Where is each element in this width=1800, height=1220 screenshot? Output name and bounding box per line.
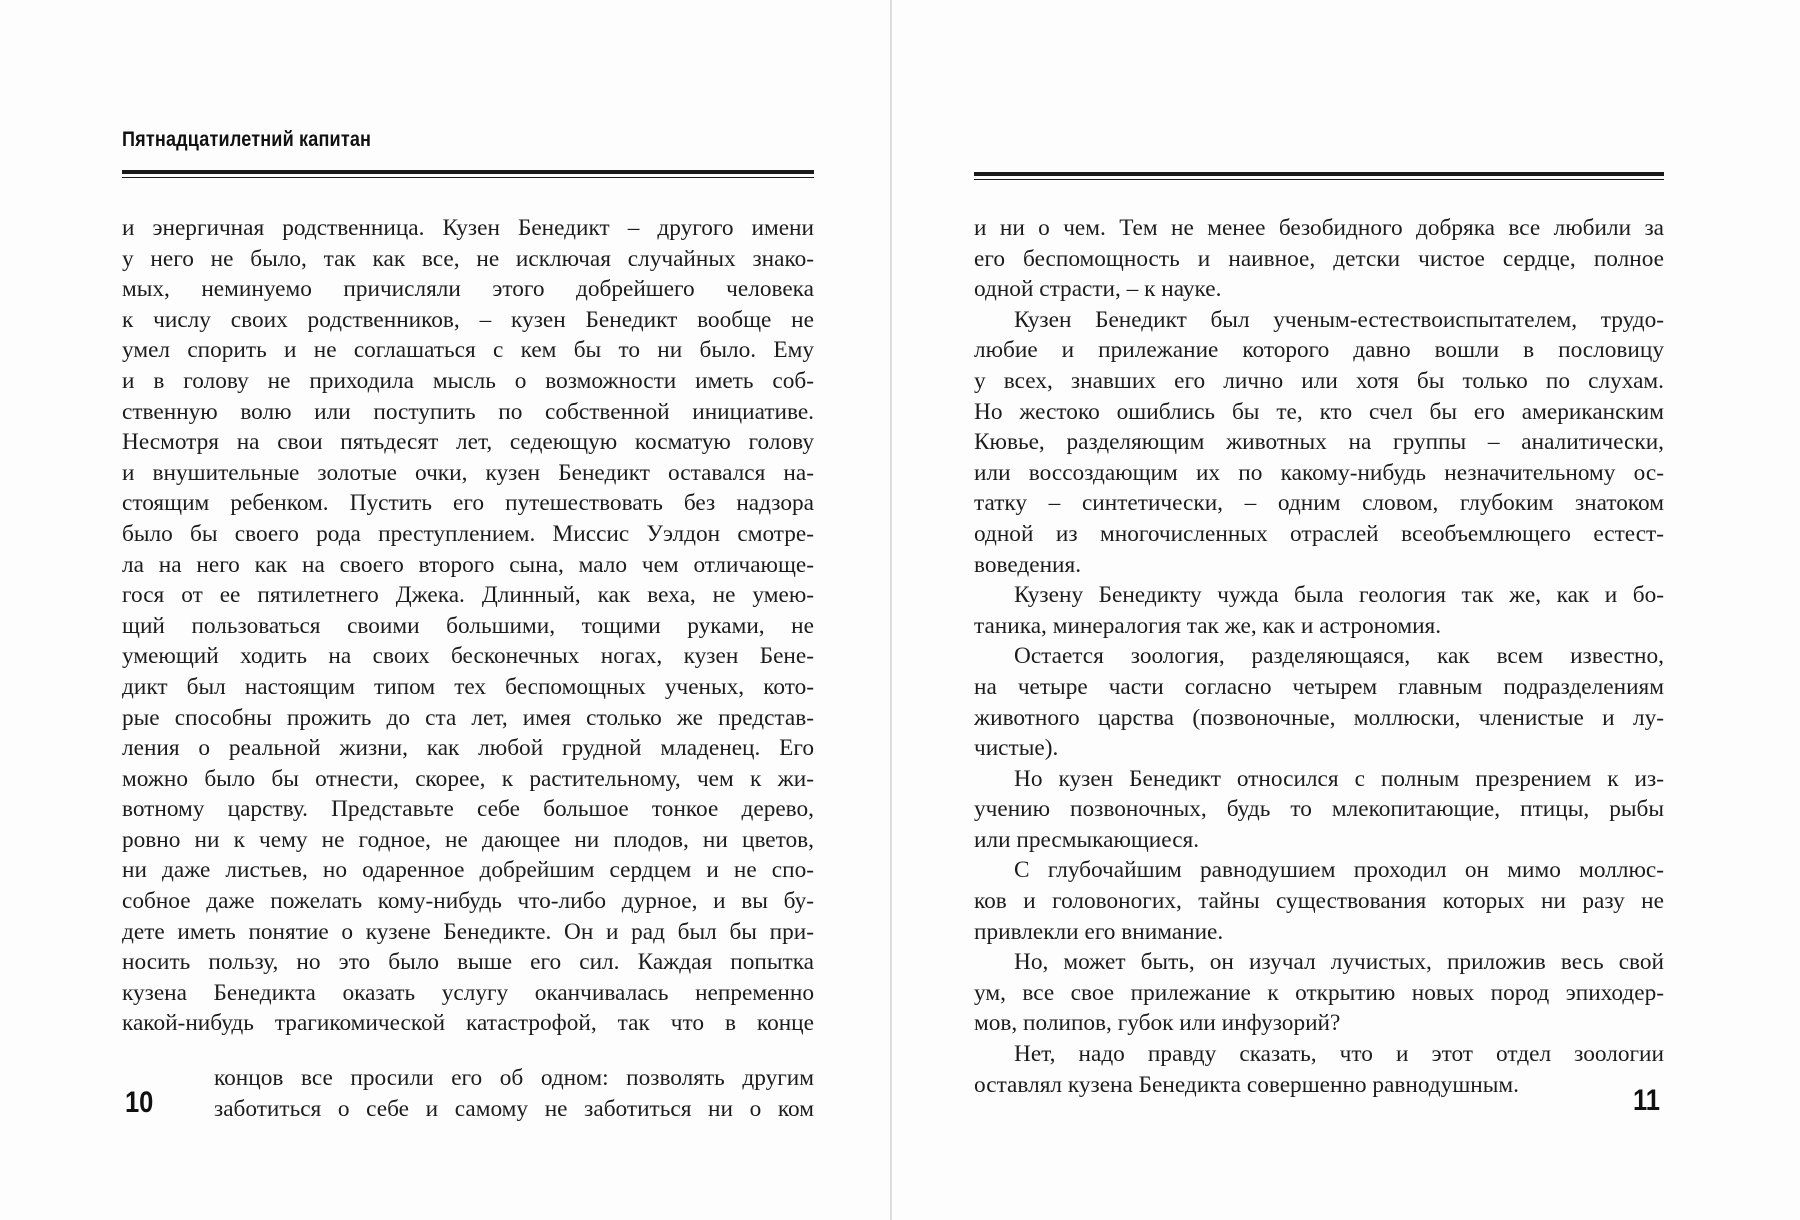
text-line: на четыре части согласно четырем главным подразделениям [974,673,1664,700]
text-line: и ни о чем. Тем не менее безобидного добряка все любили за [974,215,1664,241]
left-page [0,0,890,1220]
text-line: учению позвоночных, будь то млекопитающие, птицы, рыбы [974,796,1664,823]
paragraph [974,1039,1664,1100]
paragraph [974,213,1664,305]
paragraph [974,305,1664,580]
text-line: Кузену Бенедикту чужда была геология так же, как и бо- [1014,582,1664,609]
text-line: Несмотря на свои пятьдесят лет, седеющую косматую голову [122,429,814,456]
text-line: вотному царству. Представьте себе большое тонкое дерево, [122,796,814,823]
text-line: одной страсти, – к науке. [974,276,1222,303]
paragraph [974,580,1664,641]
text-line: ления о реальной жизни, как любой грудной младенец. Его [122,735,814,762]
text-line: его беспомощность и наивное, детски чистое сердце, полное [974,245,1664,272]
text-line: татку – синтетически, – одним словом, глубоким знатоком [974,490,1664,517]
text-line: одной из многочисленных отраслей всеобъемлющего естест- [974,520,1664,547]
text-line: и энергичная родственница. Кузен Бенедикт – другого имени [122,215,814,241]
text-line: ственную волю или поступить по собственной инициативе. [122,398,814,425]
text-line: Кювье, разделяющим животных на группы – аналитически, [974,429,1664,456]
text-line: животного царства (позвоночные, моллюски, членистые и лу- [974,704,1664,731]
right-page [892,0,1800,1220]
text-line: ков и головоногих, тайны существования которых ни разу не [974,888,1664,915]
text-line: у него не было, так как все, не исключая случайных знако- [122,245,814,272]
text-line: Остается зоология, разделяющаяся, как всем известно, [1014,643,1664,670]
left-page-tail [214,1063,814,1124]
paragraph [974,641,1664,763]
text-line: или пресмыкающиеся. [974,826,1200,853]
text-line: Но кузен Бенедикт относился с полным презрением к из- [1014,765,1664,792]
text-line: заботиться о себе и самому не заботиться ни о ком [214,1095,814,1122]
page-number: 11 [1633,1084,1660,1117]
page-number: 10 [125,1086,154,1119]
left-page-body [122,213,814,1039]
text-line: мых, неминуемо причисляли этого добрейшего человека [122,276,814,303]
text-line: было бы своего рода преступлением. Миссис Уэлдон смотре- [122,520,814,547]
right-page-body [974,213,1664,1100]
text-line: оставлял кузена Бенедикта совершенно равнодушным. [974,1071,1519,1098]
text-line: дикт был настоящим типом тех беспомощных ученых, кото- [122,673,814,700]
text-line: и внушительные золотые очки, кузен Бенедикт оставался на- [122,459,814,486]
text-line: ни даже листьев, но одаренное добрейшим сердцем и не спо- [122,857,814,884]
paragraph [974,764,1664,856]
text-line: рые способны прожить до ста лет, имея столько же представ- [122,704,814,731]
running-head: Пятнадцатилетний капитан [122,128,372,151]
text-line: гося от ее пятилетнего Джека. Длинный, как веха, не умею- [122,582,814,609]
text-line: какой-нибудь трагикомической катастрофой, так что в конце [122,1010,814,1037]
text-line: умел спорить и не соглашаться с кем бы то ни было. Ему [122,337,814,364]
text-line: носить пользу, но это было выше его сил. Каждая попытка [122,949,814,976]
text-line: дете иметь понятие о кузене Бенедикте. Он и рад был бы при- [122,918,814,945]
text-line: мов, полипов, губок или инфузорий? [974,1010,1341,1037]
text-line: и в голову не приходила мысль о возможности иметь соб- [122,367,814,394]
text-line: любие и прилежание которого давно вошли в пословицу [974,337,1664,364]
text-line: ровно ни к чему не годное, не дающее ни плодов, ни цветов, [122,826,814,853]
text-line: Но, может быть, он изучал лучистых, приложив весь свой [1014,949,1664,976]
text-line: Но жестоко ошиблись бы те, кто счел бы его американским [974,398,1664,425]
text-line: Кузен Бенедикт был ученым-естествоиспытателем, трудо- [1014,306,1664,333]
paragraph [974,947,1664,1039]
text-line: ум, все свое прилежание к открытию новых пород эпиходер- [974,979,1664,1006]
text-line: собное даже пожелать кому-нибудь что-либо дурное, и вы бу- [122,888,814,915]
text-line: или воссоздающим их по какому-нибудь незначительному ос- [974,459,1664,486]
text-line: Нет, надо правду сказать, что и этот отдел зоологии [1014,1041,1664,1068]
text-line: С глубочайшим равнодушием проходил он мимо моллюс- [1014,857,1664,884]
text-line: ла на него как на своего второго сына, мало чем отличающе- [122,551,814,578]
text-line: привлекли его внимание. [974,918,1224,945]
text-line: стоящим ребенком. Пустить его путешествовать без надзора [122,490,814,517]
text-line: воведения. [974,551,1082,578]
text-line: концов все просили его об одном: позволять другим [214,1065,814,1091]
text-line: у всех, знавших его лично или хотя бы только по слухам. [974,367,1664,394]
text-line: к числу своих родственников, – кузен Бенедикт вообще не [122,306,814,333]
text-line: таника, минералогия так же, как и астрономия. [974,612,1442,639]
text-line: умеющий ходить на своих бесконечных ногах, кузен Бене- [122,643,814,670]
paragraph [974,855,1664,947]
text-line: можно было бы отнести, скорее, к растительному, чем к жи- [122,765,814,792]
text-line: щий пользоваться своими большими, тощими руками, не [122,612,814,639]
text-line: кузена Бенедикта оказать услугу оканчивалась непременно [122,979,814,1006]
text-line: чистые). [974,735,1059,762]
